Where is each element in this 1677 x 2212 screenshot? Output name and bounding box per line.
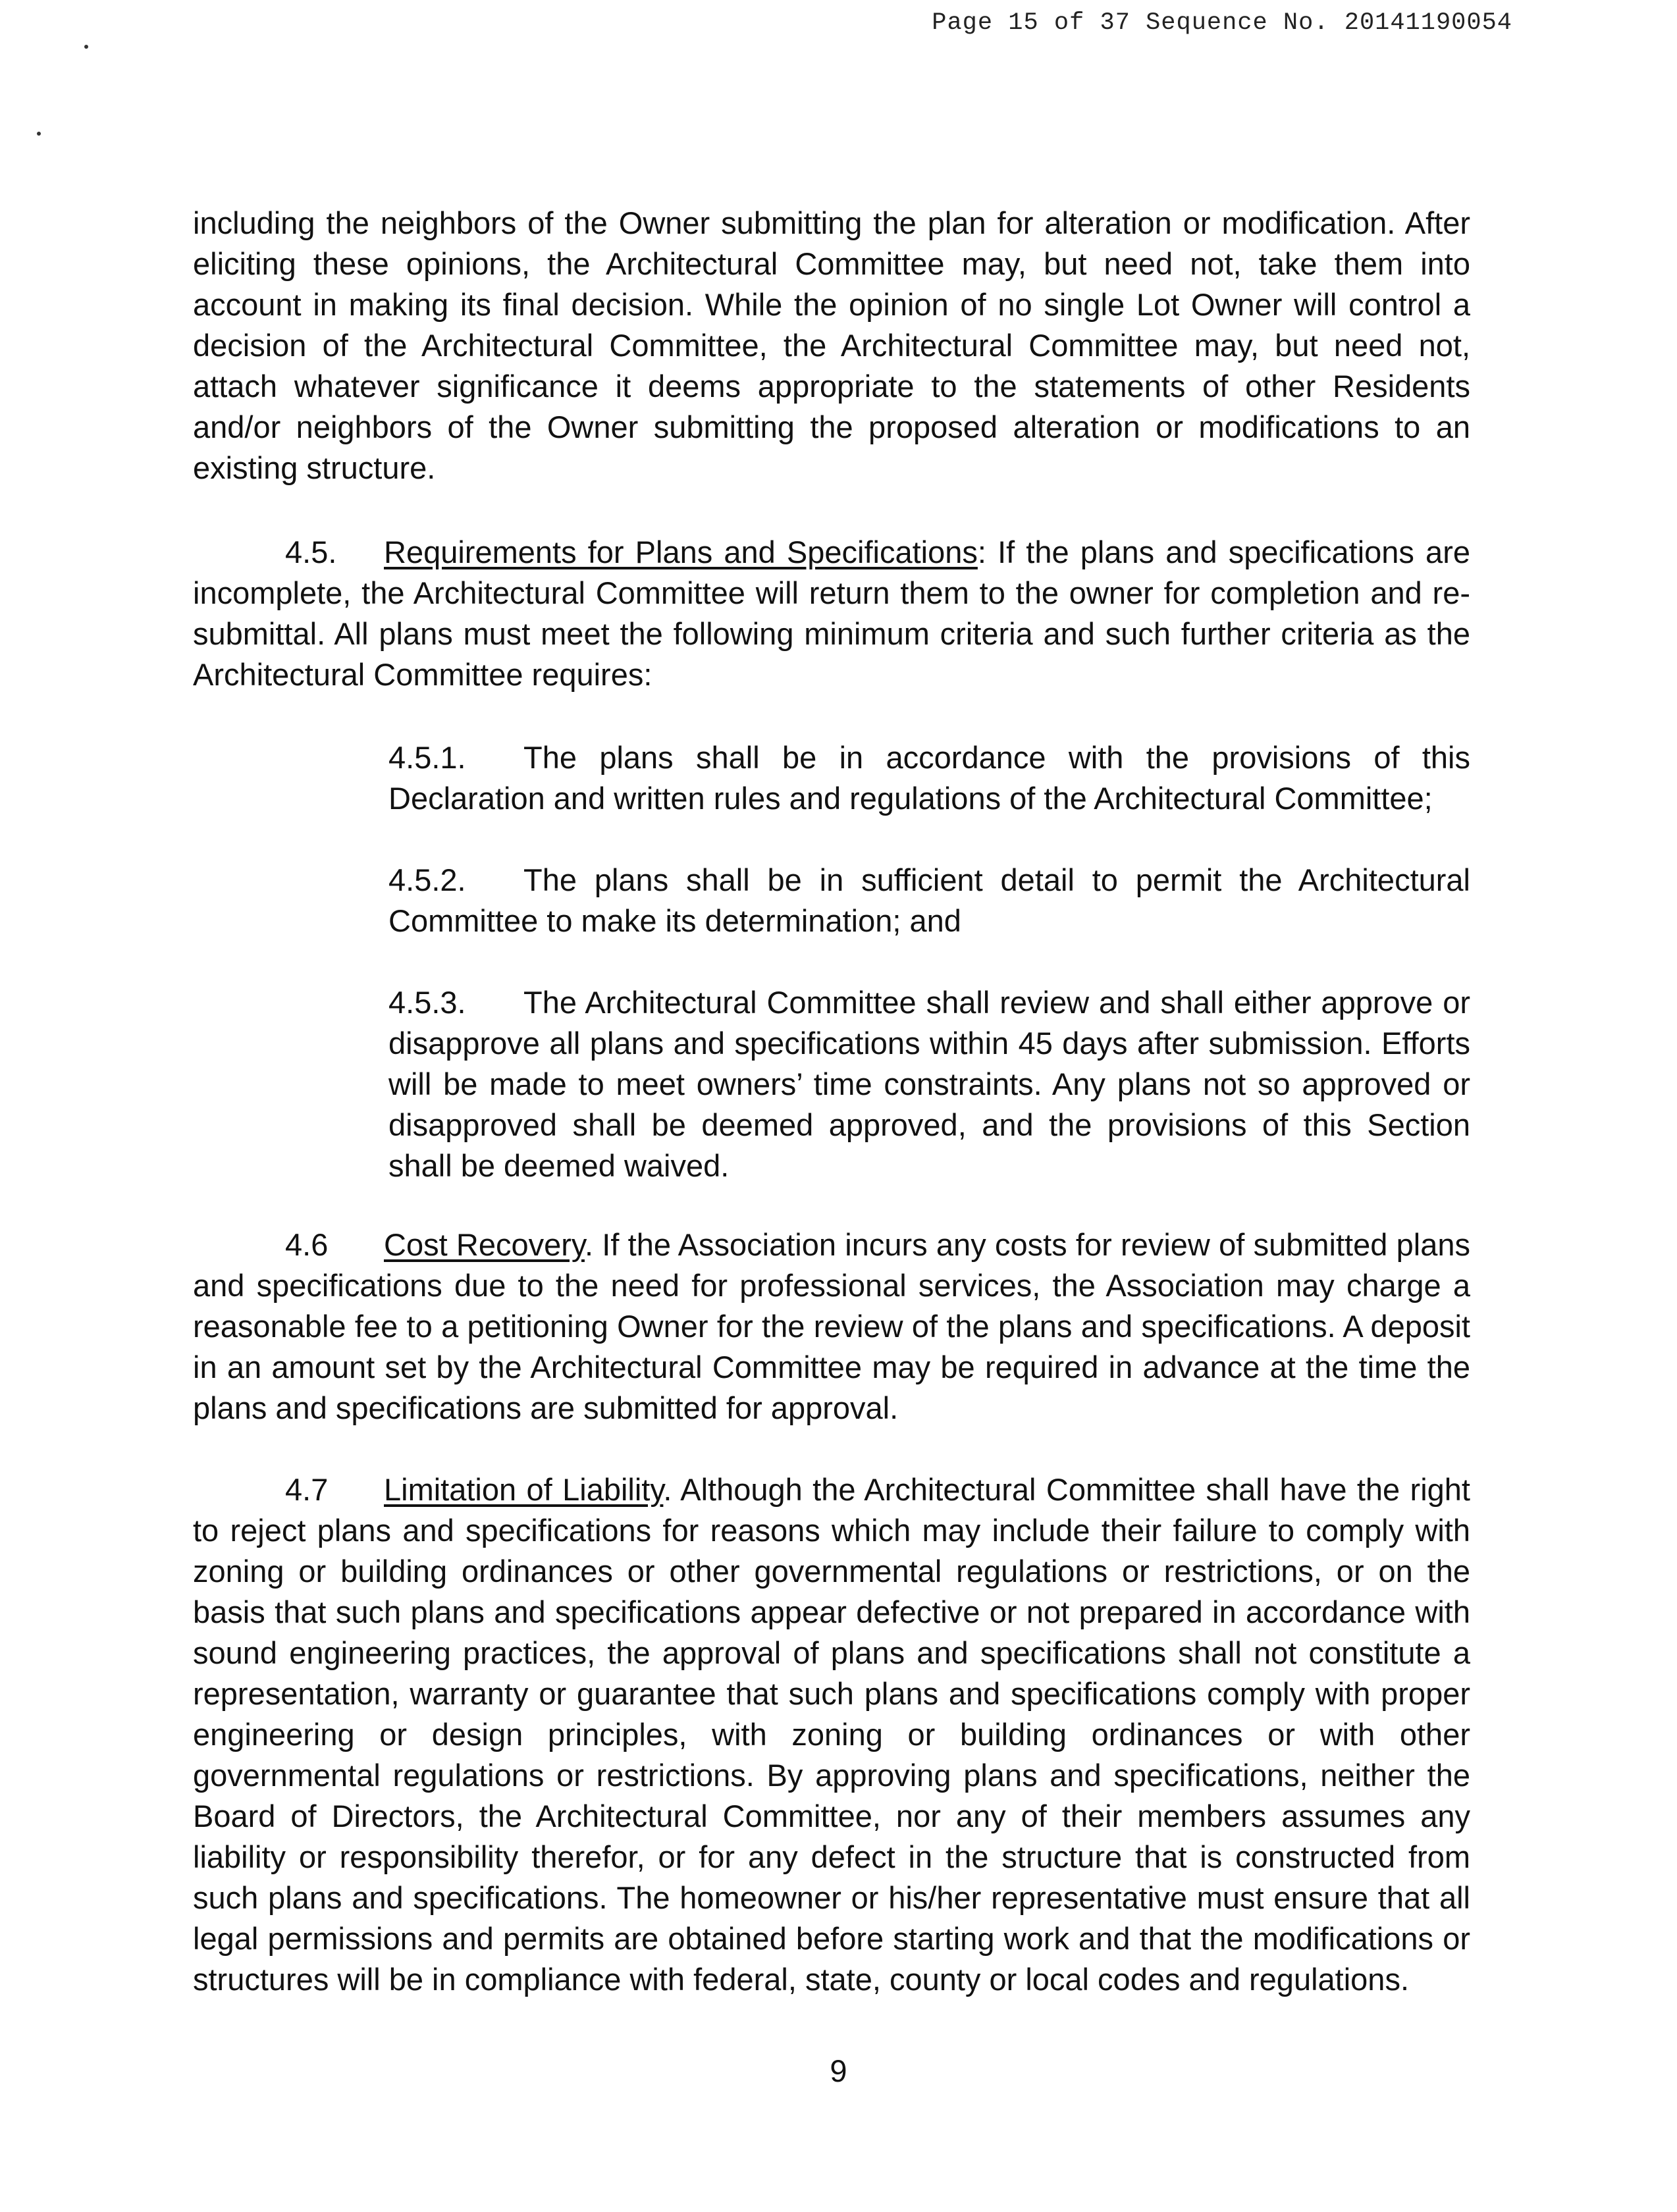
item-number: 4.5.3.	[388, 985, 466, 1020]
item-number: 4.5.2.	[388, 862, 466, 897]
item-text: The Architectural Committee shall review and shall either approve or disapprove all plans and specifications within 45 days after submission. Efforts will be made to meet owners’ time constraints. Any plans not so approved or disapproved shall be deemed approved, and the provisions of this Section shall be deemed waived.	[388, 985, 1470, 1183]
item-number: 4.5.1.	[388, 740, 466, 775]
section-4-5-3-item	[388, 982, 1470, 1186]
page-number: 9	[830, 2053, 847, 2088]
section-4-6-number: 4.6	[285, 1227, 329, 1262]
section-4-5-2-item	[388, 860, 1470, 941]
item-text: The plans shall be in sufficient detail to permit the Architectural Committee to make its determination; and	[388, 862, 1470, 938]
section-4-7-number: 4.7	[285, 1472, 329, 1507]
section-4-5-1-item	[388, 737, 1470, 819]
section-4-5-number: 4.5.	[285, 535, 337, 569]
scan-speck	[84, 45, 88, 49]
item-text: The plans shall be in accordance with the provisions of this Declaration and written rules and regulations of the Architectural Committee;	[388, 740, 1470, 816]
section-4-7-text: . Although the Architectural Committee shall have the right to reject plans and specifications for reasons which may include their failure to comply with zoning or building ordinances or other governmental regulations or restrictions, or on the basis that such plans and specifications appear defective or not prepared in accordance with sound engineering practices, the approval of plans and specifications shall not constitute a representation, warranty or guarantee that such plans and specifications comply with proper engineering or design principles, with zoning or building ordinances or with other governmental regulations or restrictions. By approving plans and specifications, neither the Board of Directors, the Architectural Committee, nor any of their members assumes any liability or responsibility therefor, or for any defect in the structure that is constructed from such plans and specifications. The homeowner or his/her representative must ensure that all legal permissions and permits are obtained before starting work and that the modifications or structures will be in compliance with federal, state, county or local codes and regulations.	[193, 1472, 1470, 1997]
section-4-6-title: Cost Recovery	[384, 1227, 585, 1262]
section-4-6-paragraph	[193, 1224, 1470, 1429]
section-4-5-title: Requirements for Plans and Specifications	[384, 535, 978, 569]
section-4-5-text: : If the plans and specifications are incomplete, the Architectural Committee will return them to the owner for completion and re-submittal. All plans must meet the following minimum criteria and such further criteria as the Architectural Committee requires:	[193, 535, 1470, 692]
section-4-6-text: . If the Association incurs any costs for review of submitted plans and specifications due to the need for professional services, the Association may charge a reasonable fee to a petitioning Owner for the review of the plans and specifications. A deposit in an amount set by the Architectural Committee may be required in advance at the time the plans and specifications are submitted for approval.	[193, 1227, 1470, 1425]
scan-speck	[37, 132, 41, 136]
section-4-7-paragraph	[193, 1469, 1470, 2000]
intro-paragraph: including the neighbors of the Owner submitting the plan for alteration or modification. After eliciting these opinions, the Architectural Committee may, but need not, take them into account in making its final decision. While the opinion of no single Lot Owner will control a decision of the Architectural Committee, the Architectural Committee may, but need not, attach whatever significance it deems appropriate to the statements of other Residents and/or neighbors of the Owner submitting the proposed alteration or modifications to an existing structure.	[193, 205, 1470, 485]
section-4-7-title: Limitation of Liability	[384, 1472, 664, 1507]
section-4-5-paragraph	[193, 532, 1470, 695]
page-header: Page 15 of 37 Sequence No. 20141190054	[932, 9, 1512, 37]
